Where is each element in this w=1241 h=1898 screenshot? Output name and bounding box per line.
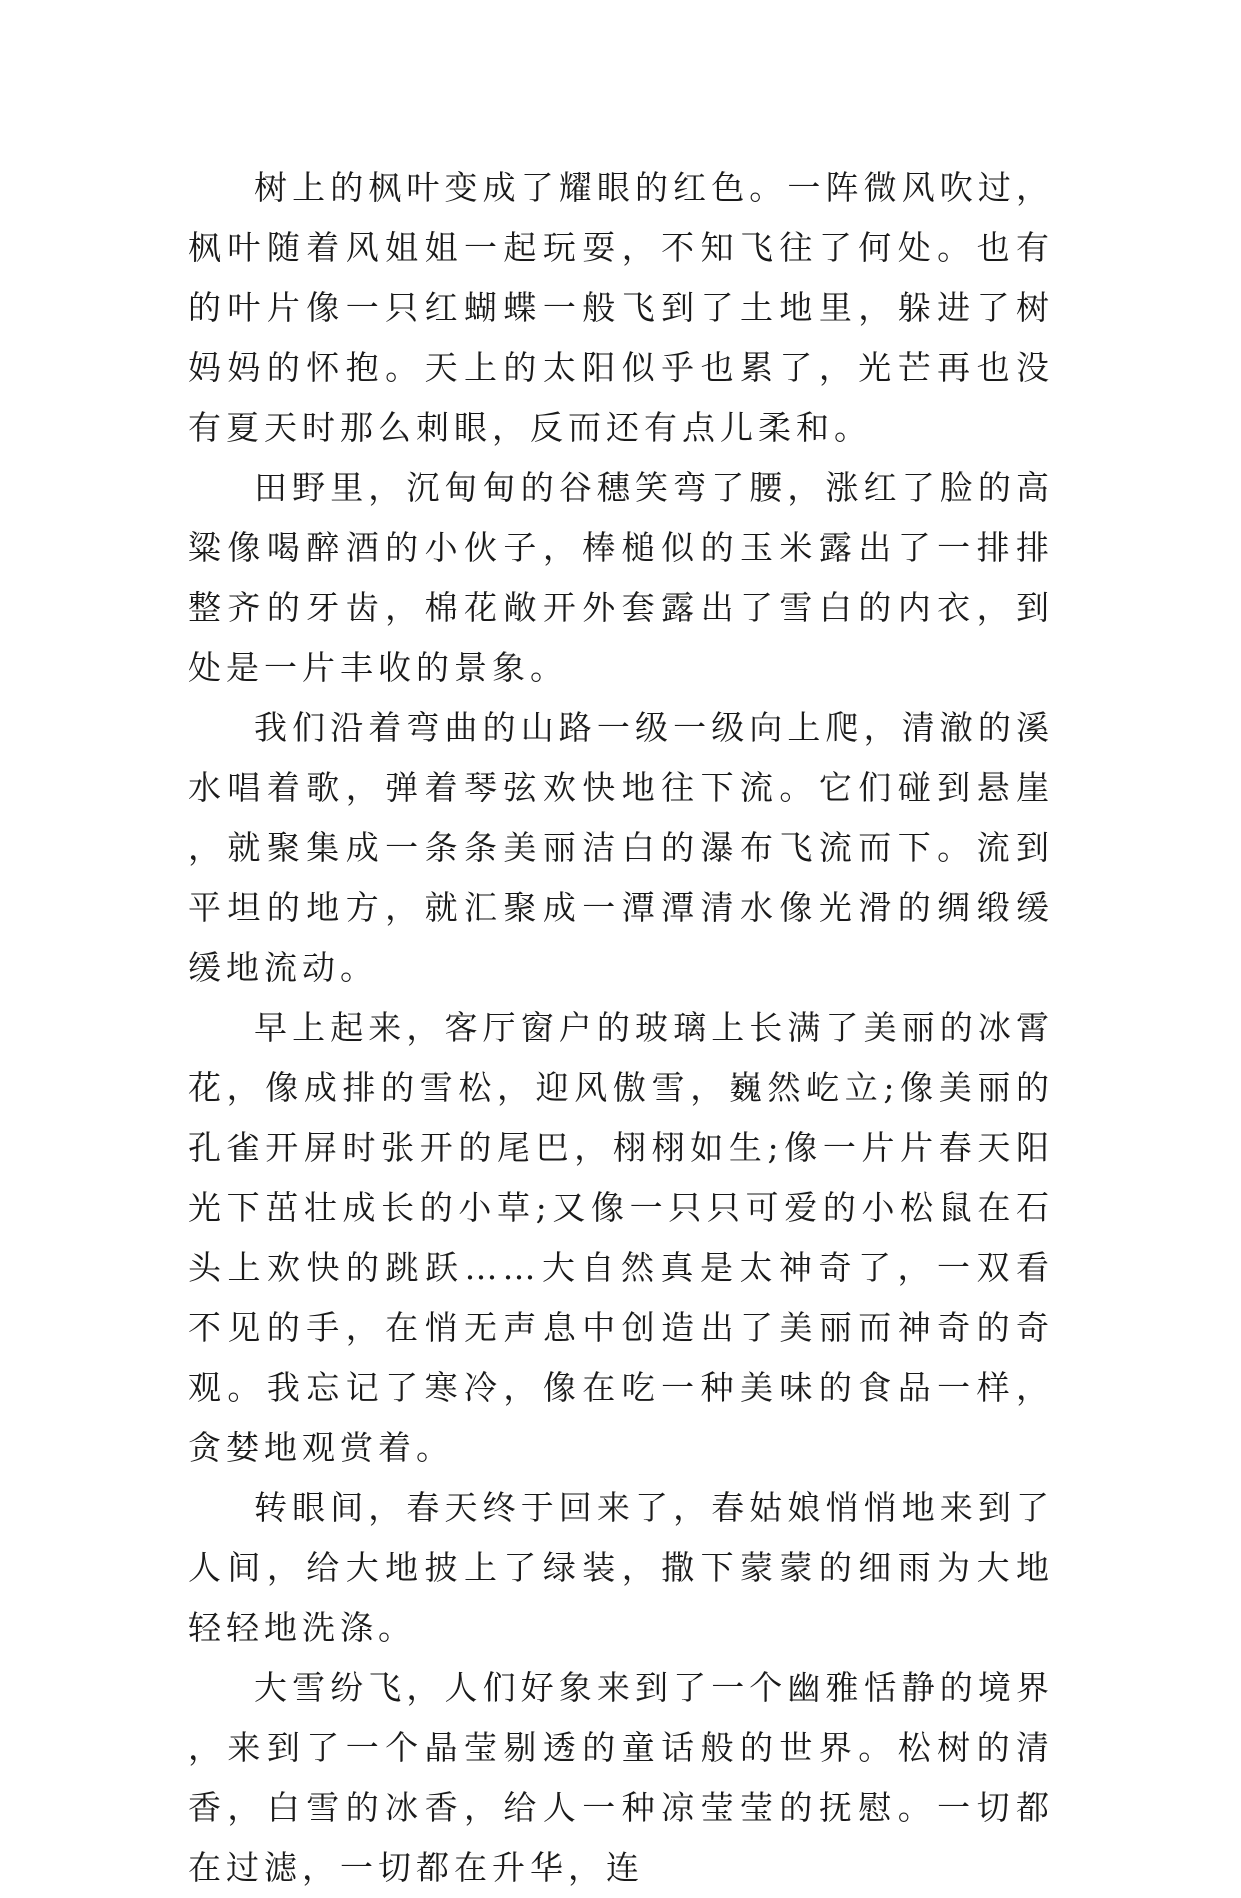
paragraph-mountain-stream: 我们沿着弯曲的山路一级一级向上爬，清澈的溪水唱着歌，弹着琴弦欢快地往下流。它们碰到悬崖，就聚集成一条条美丽洁白的瀑布飞流而下。流到平坦的地方，就汇聚成一潭潭清水像光滑的绸缎缓缓地流动。: [188, 708, 1054, 987]
document-body: [188, 158, 1054, 1898]
paragraph-autumn-maple: 树上的枫叶变成了耀眼的红色。一阵微风吹过，枫叶随着风姐姐一起玩耍，不知飞往了何处。也有的叶片像一只红蝴蝶一般飞到了土地里，躲进了树妈妈的怀抱。天上的太阳似乎也累了，光芒再也没有夏天时那么刺眼，反而还有点儿柔和。: [188, 168, 1054, 447]
paragraph-harvest-fields: 田野里，沉甸甸的谷穗笑弯了腰，涨红了脸的高粱像喝醉酒的小伙子，棒槌似的玉米露出了一排排整齐的牙齿，棉花敞开外套露出了雪白的内衣，到处是一片丰收的景象。: [188, 468, 1054, 687]
paragraph-spring-return: 转眼间，春天终于回来了，春姑娘悄悄地来到了人间，给大地披上了绿装，撒下蒙蒙的细雨为大地轻轻地洗涤。: [188, 1488, 1054, 1647]
paragraph-snowfall: 大雪纷飞，人们好象来到了一个幽雅恬静的境界，来到了一个晶莹剔透的童话般的世界。松树的清香，白雪的冰香，给人一种凉莹莹的抚慰。一切都在过滤，一切都在升华，连: [188, 1668, 1054, 1887]
paragraph-frost-window: 早上起来，客厅窗户的玻璃上长满了美丽的冰霄花，像成排的雪松，迎风傲雪，巍然屹立;像美丽的孔雀开屏时张开的尾巴，栩栩如生;像一片片春天阳光下茁壮成长的小草;又像一只只可爱的小松鼠在石头上欢快的跳跃……大自然真是太神奇了，一双看不见的手，在悄无声息中创造出了美丽而神奇的奇观。我忘记了寒冷，像在吃一种美味的食品一样，贪婪地观赏着。: [188, 1008, 1054, 1467]
